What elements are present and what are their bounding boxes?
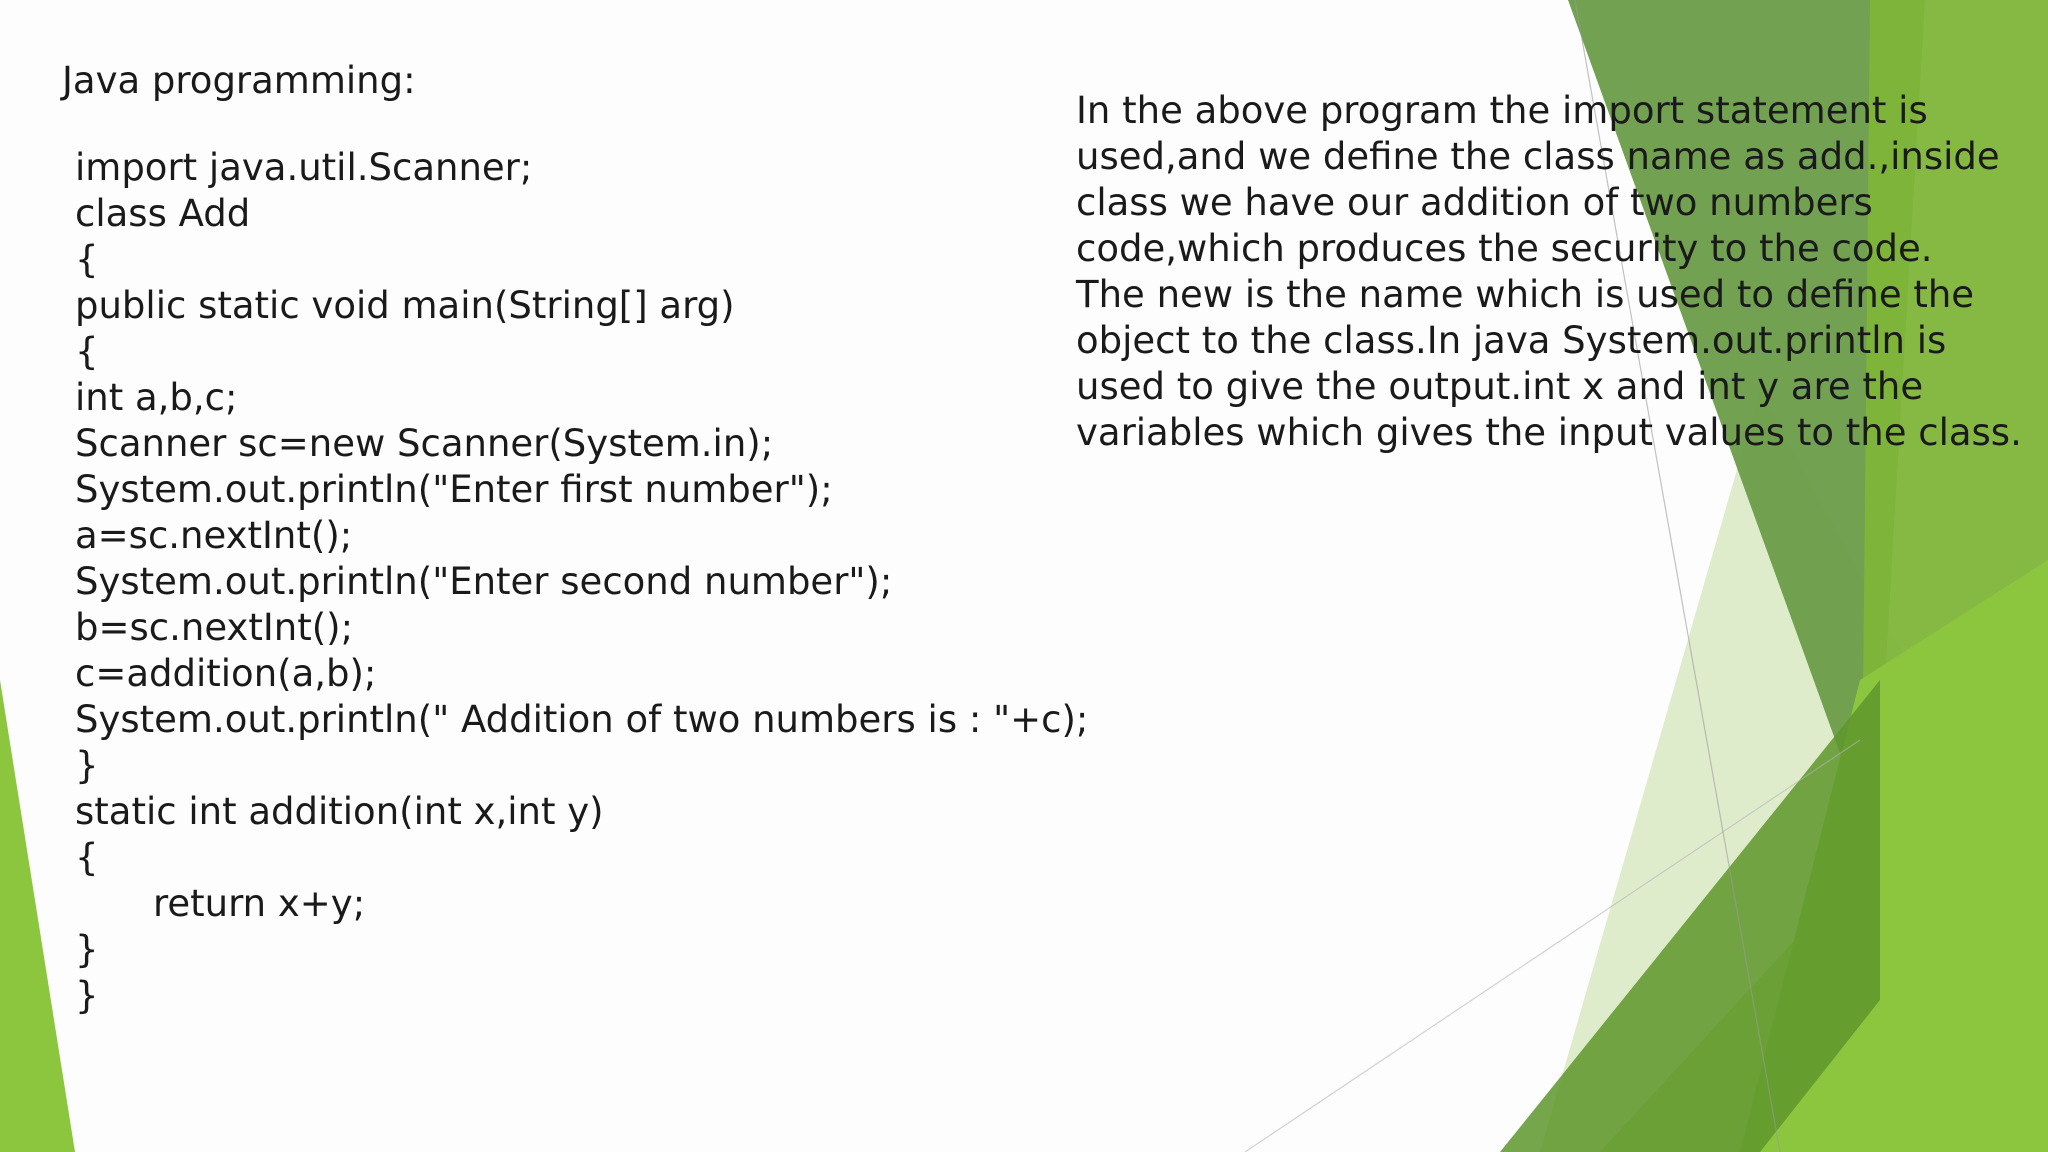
explanation-line: used to give the output.int x and int y are the	[1076, 365, 1924, 408]
code-line: }	[75, 744, 99, 787]
explanation-line: The new is the name which is used to define the	[1076, 273, 1975, 316]
code-line: c=addition(a,b);	[75, 652, 377, 695]
code-line: a=sc.nextInt();	[75, 514, 353, 557]
explanation-line: class we have our addition of two numbers	[1076, 181, 1873, 224]
code-line: }	[75, 928, 99, 971]
explanation-line: In the above program the import statement is	[1076, 89, 1928, 132]
code-line: System.out.println("Enter second number");	[75, 560, 893, 603]
code-line: class Add	[75, 192, 251, 235]
code-line: System.out.println("Enter first number");	[75, 468, 833, 511]
code-line: static int addition(int x,int y)	[75, 790, 604, 833]
code-line: {	[75, 836, 99, 879]
slide-title: Java programming:	[62, 59, 416, 102]
code-line: Scanner sc=new Scanner(System.in);	[75, 422, 774, 465]
explanation-line: used,and we define the class name as add.,inside	[1076, 135, 2000, 178]
code-line: {	[75, 238, 99, 281]
code-line: System.out.println(" Addition of two numbers is : "+c);	[75, 698, 1089, 741]
explanation-line: code,which produces the security to the code.	[1076, 227, 1933, 270]
code-line: int a,b,c;	[75, 376, 238, 419]
explanation-line: object to the class.In java System.out.println is	[1076, 319, 1947, 362]
explanation-paragraph	[1076, 88, 2022, 456]
code-line: b=sc.nextInt();	[75, 606, 354, 649]
explanation-line: variables which gives the input values to the class.	[1076, 411, 2022, 454]
code-line: import java.util.Scanner;	[75, 146, 533, 189]
left-green-sliver	[0, 680, 75, 1152]
code-line: return x+y;	[153, 882, 366, 925]
code-line: }	[75, 974, 99, 1017]
code-line: {	[75, 330, 99, 373]
code-line: public static void main(String[] arg)	[75, 284, 735, 327]
code-listing	[75, 145, 1088, 1019]
